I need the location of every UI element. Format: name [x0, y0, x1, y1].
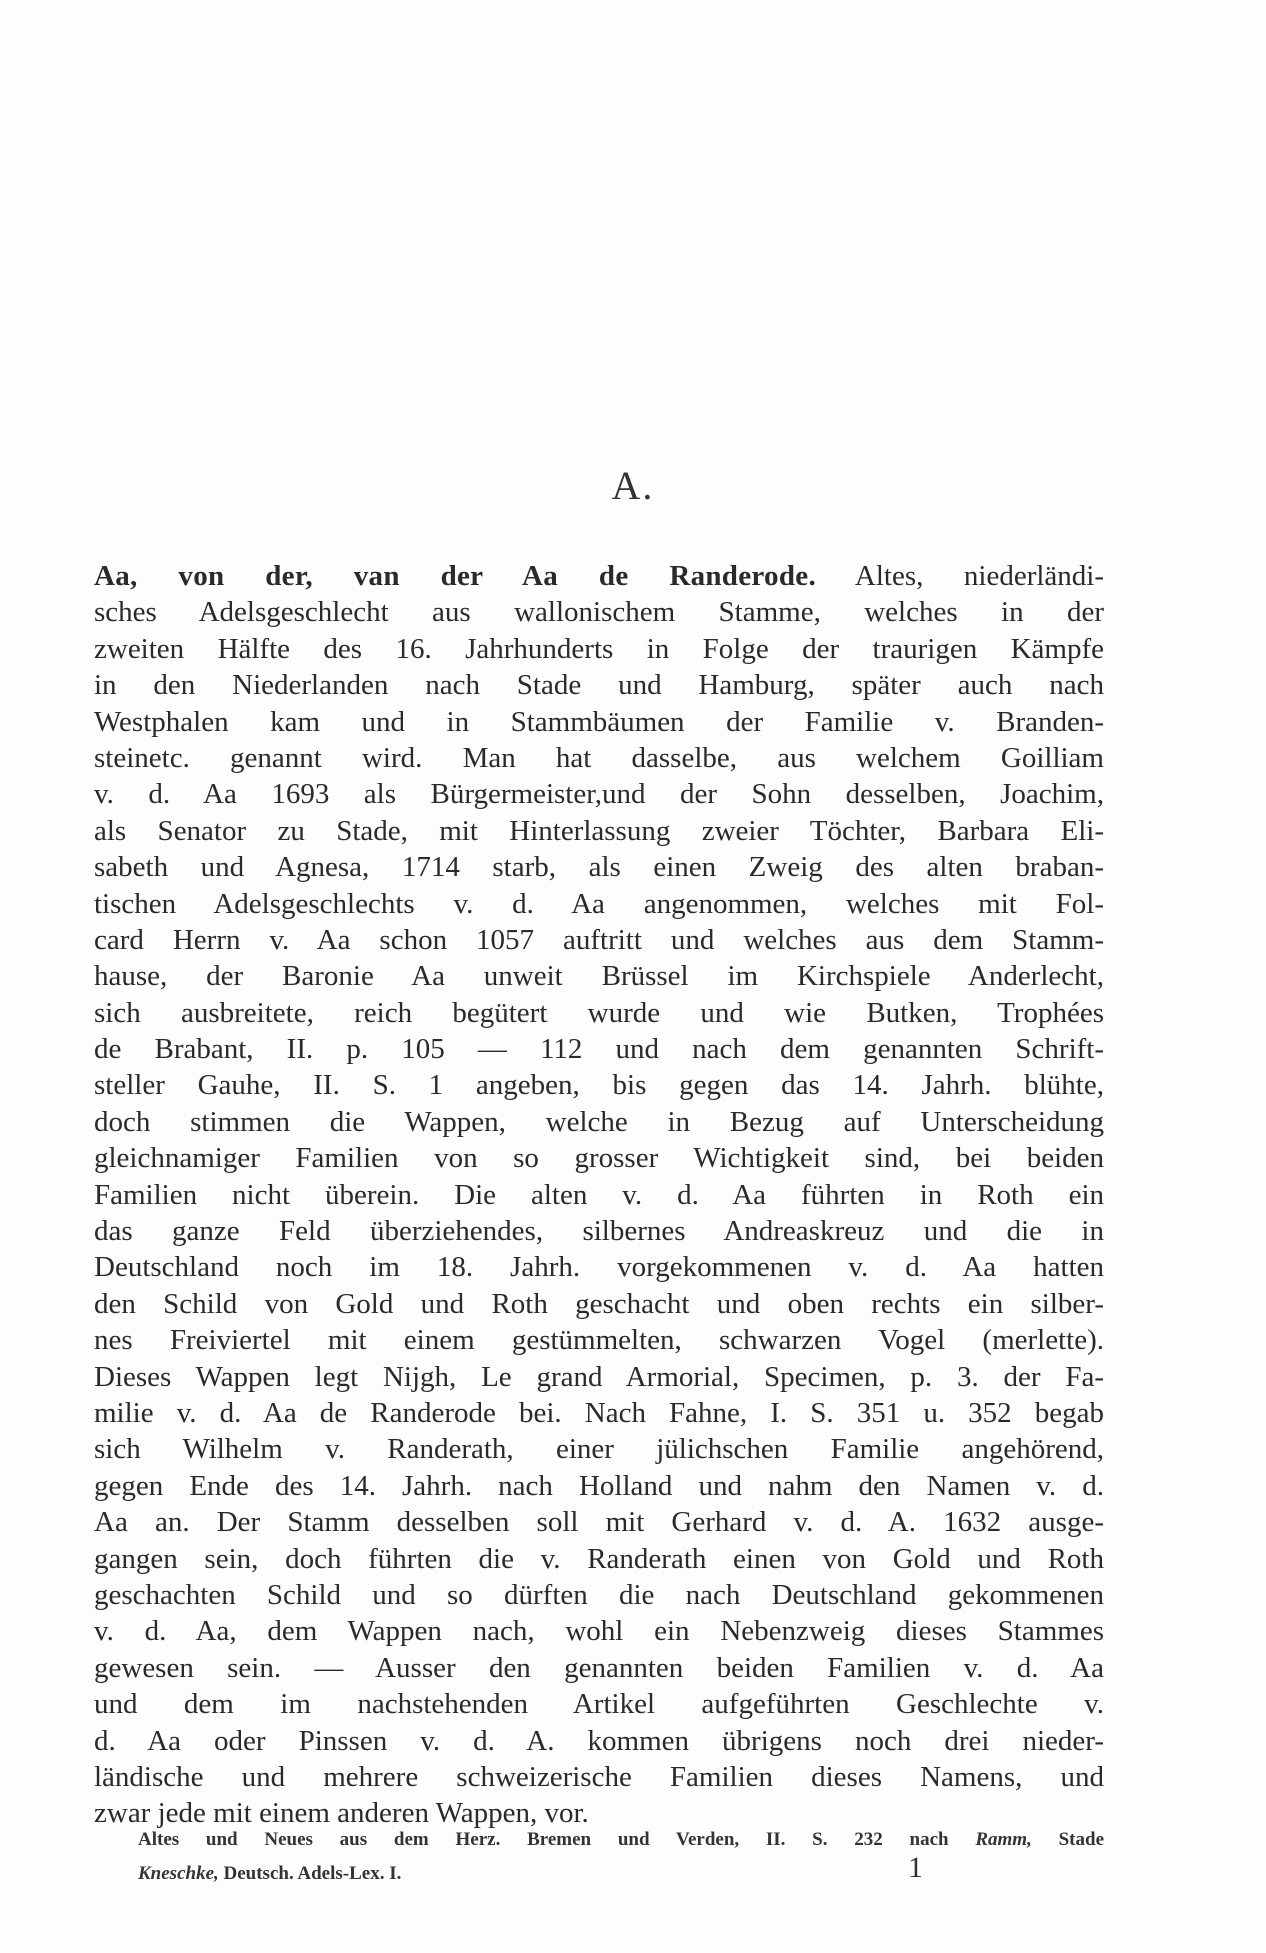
page-number: 1 [908, 1851, 923, 1884]
article-line: als Senator zu Stade, mit Hinterlassung zweier Töchter, Barbara Eli- [94, 814, 1104, 847]
article-line: sich ausbreitete, reich begütert wurde und wie Butken, Trophées [94, 996, 1104, 1029]
article-line: nes Freiviertel mit einem gestümmelten, schwarzen Vogel (merlette). [94, 1324, 1104, 1357]
article-line: in den Niederlanden nach Stade und Hamburg, später auch nach [94, 669, 1104, 702]
article-line: tischen Adelsgeschlechts v. d. Aa angenommen, welches mit Fol- [94, 887, 1104, 920]
article-line: milie v. d. Aa de Randerode bei. Nach Fahne, I. S. 351 u. 352 begab [94, 1396, 1104, 1429]
footnote-author-ramm: Ramm, [975, 1829, 1032, 1850]
article-line: Familien nicht überein. Die alten v. d. Aa führten in Roth ein [94, 1178, 1104, 1211]
article-line: gleichnamiger Familien von so grosser Wichtigkeit sind, bei beiden [94, 1142, 1104, 1175]
section-letter: A. [611, 463, 655, 508]
article-line: doch stimmen die Wappen, welche in Bezug auf Unterscheidung [94, 1105, 1104, 1138]
article-line: geschachten Schild und so dürften die nach Deutschland gekommenen [94, 1578, 1104, 1611]
article-line-last: zwar jede mit einem anderen Wappen, vor. [94, 1797, 589, 1830]
article-line: sabeth und Agnesa, 1714 starb, als einen Zweig des alten braban- [94, 851, 1104, 884]
article-entry [94, 558, 1104, 1832]
article-line: sches Adelsgeschlecht aus wallonischem Stamme, welches in der [94, 596, 1104, 629]
source-footnote [138, 1823, 1104, 1891]
footnote-line-2 [138, 1857, 1104, 1891]
footnote-source: Altes und Neues aus dem Herz. Bremen und Verden, II. S. 232 nach [138, 1829, 949, 1850]
article-line: steinetc. genannt wird. Man hat dasselbe, aus welchem Goilliam [94, 741, 1104, 774]
footnote-reference: Deutsch. Adels-Lex. I. [218, 1863, 402, 1884]
article-line: hause, der Baronie Aa unweit Brüssel im Kirchspiele Anderlecht, [94, 960, 1104, 993]
article-line: steller Gauhe, II. S. 1 angeben, bis gegen das 14. Jahrh. blühte, [94, 1069, 1104, 1102]
article-line [94, 558, 1104, 594]
article-line: gewesen sein. — Ausser den genannten beiden Familien v. d. Aa [94, 1651, 1104, 1684]
article-line: v. d. Aa 1693 als Bürgermeister,und der Sohn desselben, Joachim, [94, 778, 1104, 811]
article-line: Dieses Wappen legt Nijgh, Le grand Armorial, Specimen, p. 3. der Fa- [94, 1360, 1104, 1393]
article-line: Deutschland noch im 18. Jahrh. vorgekommenen v. d. Aa hatten [94, 1251, 1104, 1284]
article-line: Aa an. Der Stamm desselben soll mit Gerhard v. d. A. 1632 ausge- [94, 1506, 1104, 1539]
article-line: das ganze Feld überziehendes, silbernes Andreaskreuz und die in [94, 1215, 1104, 1248]
article-line: sich Wilhelm v. Randerath, einer jülichschen Familie angehörend, [94, 1433, 1104, 1466]
article-line: gangen sein, doch führten die v. Randerath einen von Gold und Roth [94, 1542, 1104, 1575]
article-line: de Brabant, II. p. 105 — 112 und nach dem genannten Schrift- [94, 1033, 1104, 1066]
footnote-line-1 [138, 1823, 1104, 1857]
article-line: v. d. Aa, dem Wappen nach, wohl ein Nebenzweig dieses Stammes [94, 1615, 1104, 1648]
article-line: gegen Ende des 14. Jahrh. nach Holland und nahm den Namen v. d. [94, 1469, 1104, 1502]
article-line-text: Altes, niederländi- [816, 560, 1104, 592]
article-line: zweiten Hälfte des 16. Jahrhunderts in Folge der traurigen Kämpfe [94, 632, 1104, 665]
headword: Aa, von der, van der Aa de Randerode. [94, 560, 816, 592]
article-line: und dem im nachstehenden Artikel aufgeführten Geschlechte v. [94, 1688, 1104, 1721]
article-line: card Herrn v. Aa schon 1057 auftritt und welches aus dem Stamm- [94, 923, 1104, 956]
article-line: d. Aa oder Pinssen v. d. A. kommen übrigens noch drei nieder- [94, 1724, 1104, 1757]
article-line: ländische und mehrere schweizerische Familien dieses Namens, und [94, 1760, 1104, 1793]
footnote-author-kneschke: Kneschke, [138, 1863, 219, 1884]
footnote-place: Stade [1031, 1829, 1104, 1850]
article-line: Westphalen kam und in Stammbäumen der Familie v. Branden- [94, 705, 1104, 738]
article-line: den Schild von Gold und Roth geschacht und oben rechts ein silber- [94, 1287, 1104, 1320]
